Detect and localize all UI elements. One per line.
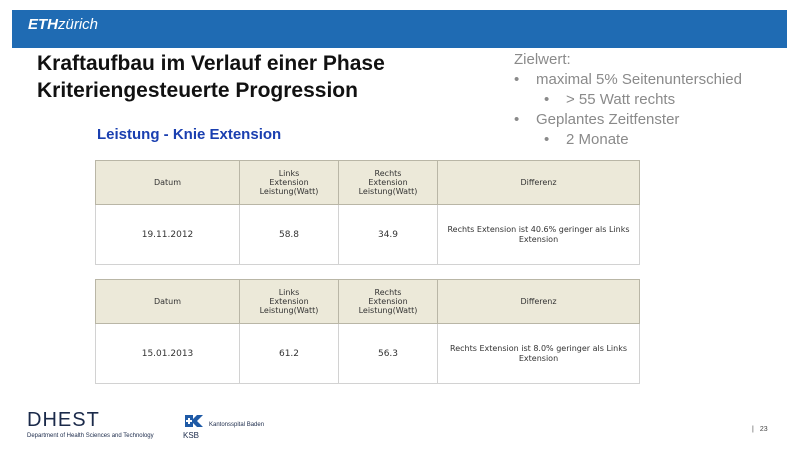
- header-links: Links Extension Leistung(Watt): [240, 161, 339, 205]
- bullet-icon: •: [544, 91, 550, 108]
- ksb-abbr: KSB: [183, 431, 200, 440]
- goal-item-text: maximal 5% Seitenunterschied: [536, 71, 742, 88]
- bullet-icon: •: [514, 111, 520, 128]
- dhest-logo: [27, 410, 154, 440]
- goal-subitem: [514, 130, 742, 150]
- page-separator: |: [752, 426, 754, 433]
- goals-box: [514, 50, 742, 150]
- bullet-icon: •: [514, 71, 520, 88]
- header-datum: Datum: [96, 161, 240, 205]
- goal-item-text: Geplantes Zeitfenster: [536, 111, 680, 128]
- goals-heading: Zielwert:: [514, 51, 571, 68]
- eth-logo-bold: ETH: [28, 16, 58, 33]
- section-heading: Leistung - Knie Extension: [97, 126, 282, 143]
- slide-title-line1: Kraftaufbau im Verlauf einer Phase: [37, 52, 385, 75]
- header-bar: [12, 10, 787, 48]
- slide-title: [37, 50, 477, 104]
- bullet-icon: •: [544, 131, 550, 148]
- cell-datum: 19.11.2012: [96, 205, 240, 265]
- ksb-name: Kantonsspital Baden: [209, 422, 265, 428]
- header-rechts: Rechts Extension Leistung(Watt): [339, 280, 438, 324]
- page-number: [752, 426, 768, 433]
- cell-rechts: 34.9: [339, 205, 438, 265]
- header-links: Links Extension Leistung(Watt): [240, 280, 339, 324]
- goal-item: [514, 70, 742, 90]
- goal-item: [514, 110, 742, 130]
- cell-differenz: Rechts Extension ist 40.6% geringer als Links Extension: [438, 205, 640, 265]
- header-differenz: Differenz: [438, 280, 640, 324]
- performance-table-1: [95, 160, 640, 265]
- cell-differenz: Rechts Extension ist 8.0% geringer als Links Extension: [438, 324, 640, 384]
- header-differenz: Differenz: [438, 161, 640, 205]
- header-datum: Datum: [96, 280, 240, 324]
- goal-subitem-text: 2 Monate: [566, 131, 629, 148]
- table-header-row: [96, 161, 640, 205]
- goal-subitem: [514, 90, 742, 110]
- cell-datum: 15.01.2013: [96, 324, 240, 384]
- ksb-logo-icon: [183, 413, 205, 429]
- dhest-subtitle: Department of Health Sciences and Technology: [27, 433, 154, 439]
- eth-logo: [28, 16, 98, 34]
- dhest-name: DHEST: [27, 409, 100, 431]
- table-header-row: [96, 280, 640, 324]
- page-number-value: 23: [759, 426, 768, 433]
- eth-logo-light: zürich: [58, 16, 99, 33]
- goal-subitem-text: > 55 Watt rechts: [566, 91, 676, 108]
- cell-links: 61.2: [240, 324, 339, 384]
- performance-table-2: [95, 279, 640, 384]
- slide-title-line2: Kriteriengesteuerte Progression: [37, 79, 358, 102]
- table-row: [96, 324, 640, 384]
- cell-links: 58.8: [240, 205, 339, 265]
- cell-rechts: 56.3: [339, 324, 438, 384]
- table-row: [96, 205, 640, 265]
- header-rechts: Rechts Extension Leistung(Watt): [339, 161, 438, 205]
